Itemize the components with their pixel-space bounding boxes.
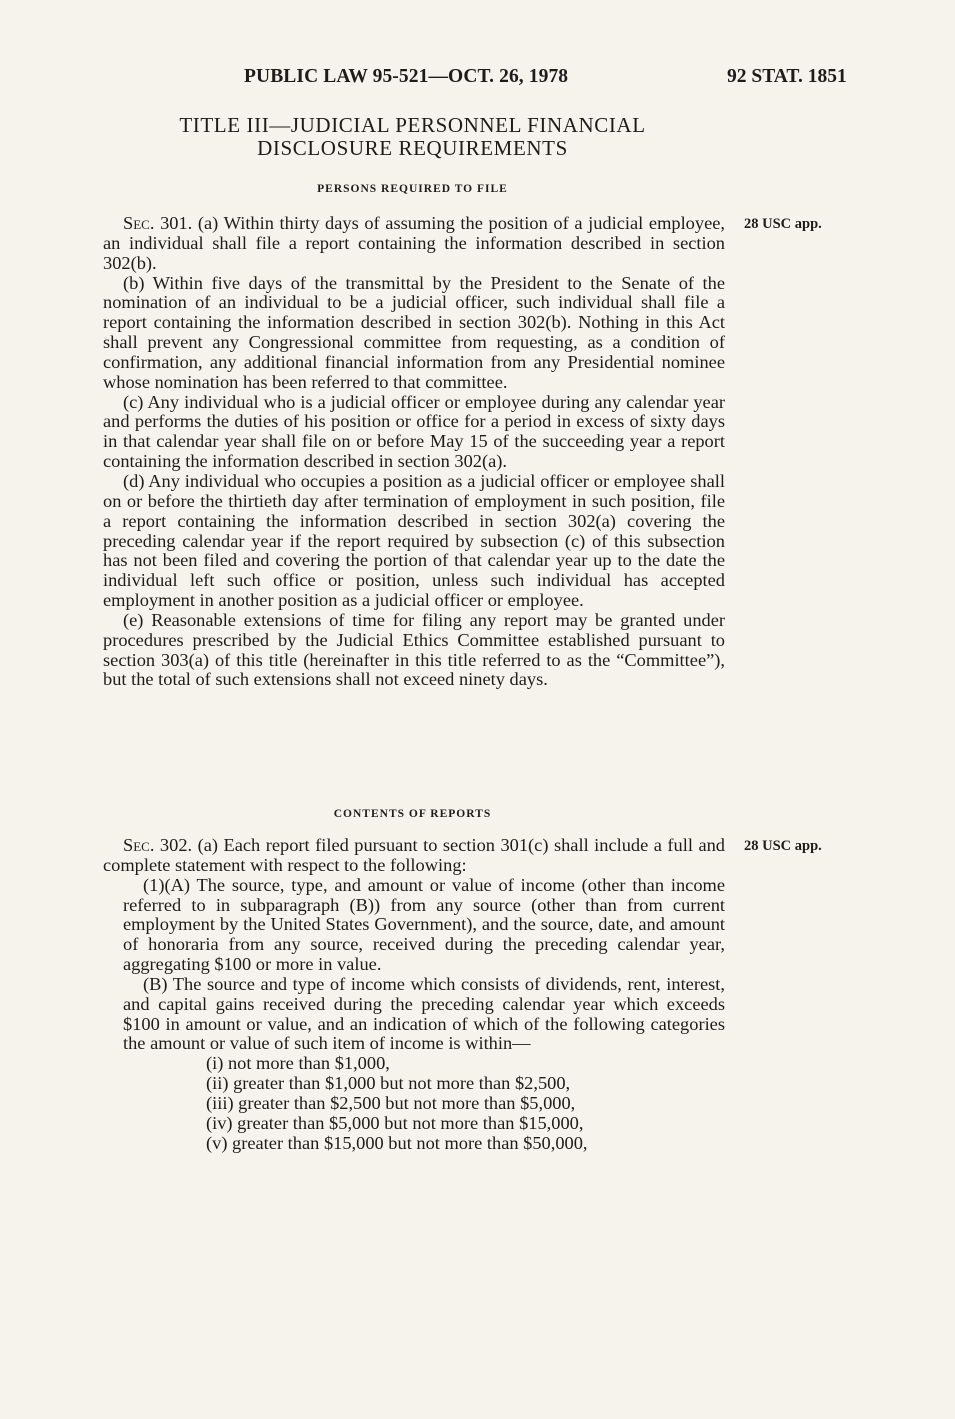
income-category-item: (ii) greater than $1,000 but not more than $2,500, [206,1073,571,1094]
sec-label: Sec. [123,835,155,855]
section-301-a-text: 301. (a) Within thirty days of assuming the position of a judicial employee, an individual shall file a report containing the information described in section 302(b). [103,213,725,273]
section-301-heading: PERSONS REQUIRED TO FILE [317,183,508,195]
sec-label: Sec. [123,213,155,233]
title-heading [100,114,725,160]
section-301-margin-note: 28 USC app. [744,216,822,232]
income-category-item: (v) greater than $15,000 but not more than $50,000, [206,1132,588,1153]
section-302-a-1-B-text: (B) The source and type of income which consists of dividends, rent, interest, and capital gains received during the preceding calendar year which exceeds $100 in amount or value, and an indication of which of the following categories the amount or value of such item of income is within— [123,973,725,1054]
running-header-citation: PUBLIC LAW 95-521—OCT. 26, 1978 [244,66,569,87]
title-line-1: TITLE III—JUDICIAL PERSONNEL FINANCIAL [179,113,646,137]
income-category-item: (i) not more than $1,000, [206,1053,390,1074]
section-301-c: (c) Any individual who is a judicial officer or employee during any calendar year and performs the duties of his position or office for a period in excess of sixty days in that calendar year shall file on or before May 15 of the succeeding year a report containing the information described in section 302(a). [103,391,725,472]
section-301-d: (d) Any individual who occupies a position as a judicial officer or employee shall on or before the thirtieth day after termination of employment in such position, file a report containing the information described in section 302(a) covering the preceding calendar year if the report required by subsection (c) of this subsection has not been filed and covering the portion of that calendar year up to the date the individual left such office or position, unless such individual has accepted employment in another position as a judicial officer or employee. [103,470,725,611]
section-302-body [103,836,725,1154]
section-302-heading: CONTENTS OF REPORTS [333,808,492,820]
section-301-a [103,214,725,274]
section-302-a [103,836,725,876]
income-category-item: (iii) greater than $2,500 but not more than $5,000, [206,1092,576,1113]
section-302-a-1-A [103,876,725,975]
section-302-a-1-A-text: (1)(A) The source, type, and amount or value of income (other than income referred to in subparagraph (B)) from any source (other than from current employment by the United States Government), and the source, date, and amount of honoraria from any source, received during the preceding calendar year, aggregating $100 or more in value. [123,874,725,975]
section-301-b: (b) Within five days of the transmittal by the President to the Senate of the nomination of an individual to be a judicial officer, such individual shall file a report containing the information described in section 302(b). Nothing in this Act shall prevent any Congressional committee from requesting, as a condition of confirmation, any additional financial information from any Presidential nominee whose nomination has been referred to that committee. [103,272,725,392]
title-line-2: DISCLOSURE REQUIREMENTS [257,136,568,160]
section-301-body [103,214,725,690]
section-302-a-1-B [103,975,725,1054]
section-301-e: (e) Reasonable extensions of time for filing any report may be granted under procedures prescribed by the Judicial Ethics Committee established pursuant to section 303(a) of this title (hereinafter in this title referred to as the “Committee”), but the total of such extensions shall not exceed ninety days. [103,609,725,690]
running-header-stat-page: 92 STAT. 1851 [727,66,847,87]
section-302-a-text: 302. (a) Each report filed pursuant to section 301(c) shall include a full and complete statement with respect to the following: [103,835,725,875]
income-category-item: (iv) greater than $5,000 but not more than $15,000, [206,1112,584,1133]
section-302-margin-note: 28 USC app. [744,838,822,854]
